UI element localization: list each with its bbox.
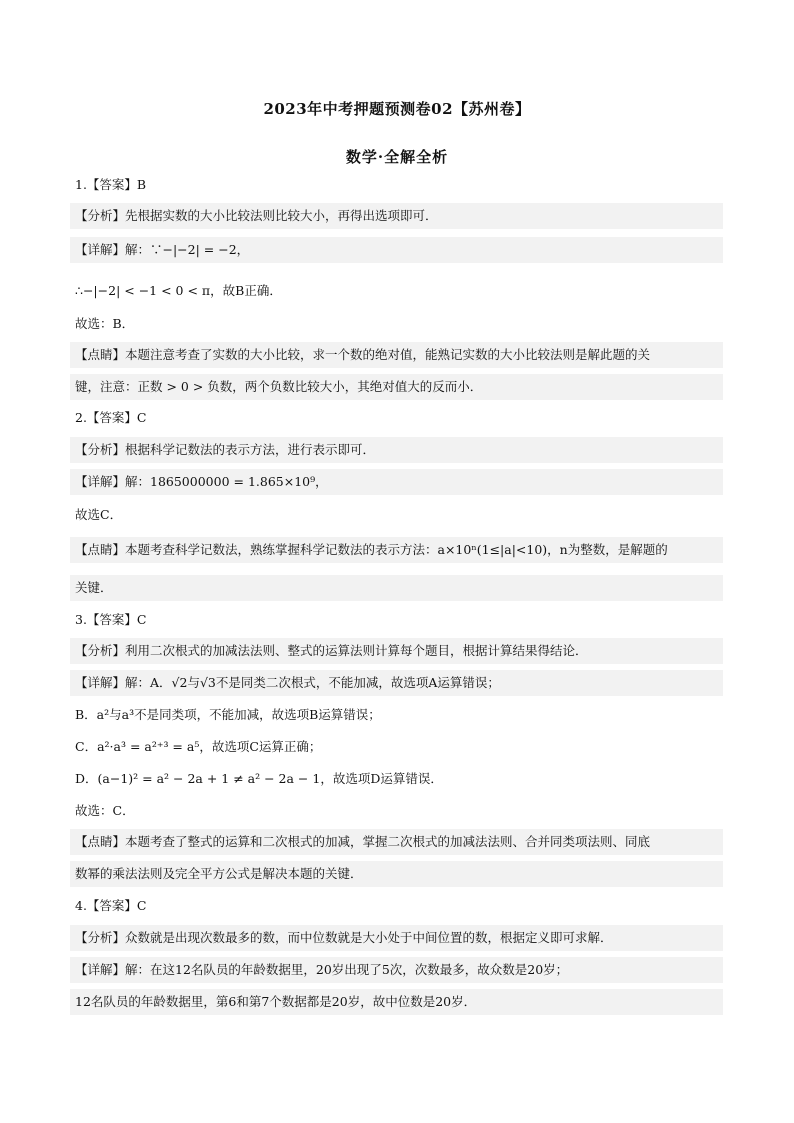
q4-detail: 【详解】解：在这12名队员的年龄数据里，20岁出现了5次，次数最多，故众数是20岁；	[70, 957, 723, 983]
q3-comment-line1: 【点睛】本题考查了整式的运算和二次根式的加减，掌握二次根式的加减法法则、合并同类项法则、同底	[70, 829, 723, 855]
q1-answer: 1.【答案】B	[75, 177, 147, 192]
q2-comment-line2: 关键．	[70, 575, 723, 601]
q2-choose: 故选C．	[75, 507, 123, 522]
page-subtitle: 数学·全解全析	[345, 148, 449, 166]
q3-option-b: B．a²与a³不是同类项，不能加减，故选项B运算错误；	[75, 707, 381, 722]
q3-option-d: D．(a−1)² = a² − 2a + 1 ≠ a² − 2a − 1，故选项D运算错误．	[75, 771, 443, 786]
q2-comment-line1: 【点睛】本题考查科学记数法，熟练掌握科学记数法的表示方法：a×10ⁿ(1≤|a|<10)，n为整数，是解题的	[70, 537, 723, 563]
q3-analysis: 【分析】利用二次根式的加减法法则、整式的运算法则计算每个题目，根据计算结果得结论．	[70, 638, 723, 664]
q1-choose: 故选：B．	[75, 316, 135, 331]
q4-answer: 4.【答案】C	[75, 898, 147, 913]
q3-answer: 3.【答案】C	[75, 612, 147, 627]
q1-detail: 【详解】解：∵−|−2| = −2，	[70, 237, 723, 263]
q3-detail: 【详解】解：A．√2与√3不是同类二次根式，不能加减，故选项A运算错误；	[70, 670, 723, 696]
q4-detail-line2: 12名队员的年龄数据里，第6和第7个数据都是20岁，故中位数是20岁．	[70, 989, 723, 1015]
q2-analysis: 【分析】根据科学记数法的表示方法，进行表示即可．	[70, 437, 723, 463]
q1-comment-line1: 【点睛】本题注意考查了实数的大小比较，求一个数的绝对值，能熟记实数的大小比较法则是解此题的关	[70, 342, 723, 368]
q2-detail: 【详解】解：1865000000 = 1.865×10⁹，	[70, 469, 723, 495]
q3-option-c: C．a²·a³ = a²⁺³ = a⁵，故选项C运算正确；	[75, 739, 322, 754]
q1-detail-line2: ∴−|−2| < −1 < 0 < π，故B正确．	[75, 283, 282, 298]
q4-analysis: 【分析】众数就是出现次数最多的数，而中位数就是大小处于中间位置的数，根据定义即可求解．	[70, 925, 723, 951]
q3-comment-line2: 数幂的乘法法则及完全平方公式是解决本题的关键．	[70, 861, 723, 887]
q1-comment-line2: 键，注意：正数 > 0 > 负数，两个负数比较大小，其绝对值大的反而小．	[70, 374, 723, 400]
q2-answer: 2.【答案】C	[75, 410, 147, 425]
q1-analysis: 【分析】先根据实数的大小比较法则比较大小，再得出选项即可．	[70, 203, 723, 229]
q3-choose: 故选：C．	[75, 803, 135, 818]
page-title: 2023年中考押题预测卷02【苏州卷】	[263, 100, 531, 118]
